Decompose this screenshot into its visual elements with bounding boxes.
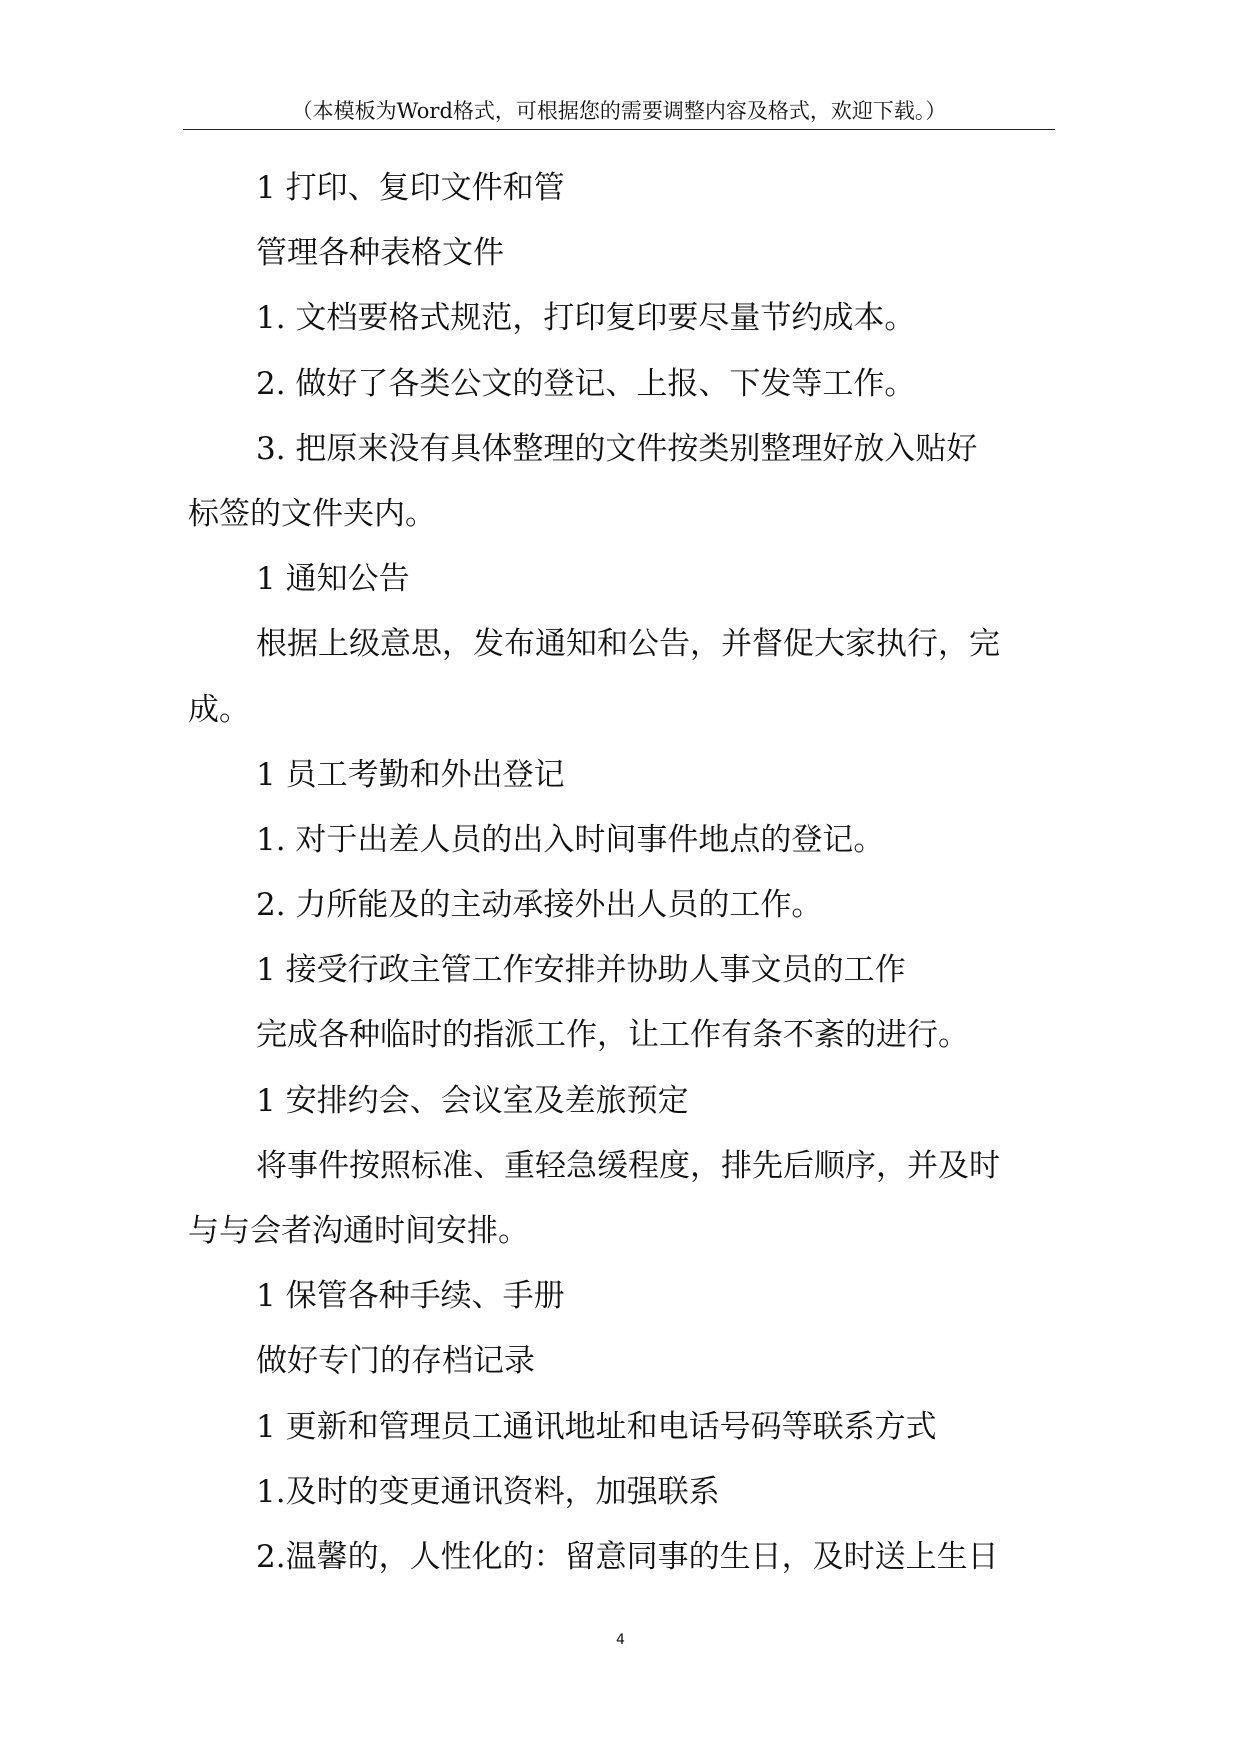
paragraph-line: 将事件按照标准、重轻急缓程度，排先后顺序，并及时 [256, 1147, 1000, 1184]
list-item: 1. 对于出差人员的出入时间事件地点的登记。 [256, 821, 885, 858]
section-heading: 1 更新和管理员工通讯地址和电话号码等联系方式 [256, 1408, 937, 1445]
page-header-note: （本模板为Word格式，可根据您的需要调整内容及格式，欢迎下载。） [291, 99, 947, 123]
list-item: 2.温馨的，人性化的：留意同事的生日，及时送上生日 [256, 1538, 999, 1575]
list-item: 1.及时的变更通讯资料，加强联系 [256, 1473, 720, 1510]
paragraph-continuation: 成。 [188, 691, 250, 728]
list-item: 1. 文档要格式规范，打印复印要尽量节约成本。 [256, 300, 916, 337]
paragraph-continuation: 与与会者沟通时间安排。 [188, 1213, 529, 1249]
document-body [188, 156, 1052, 1590]
paragraph-line: 完成各种临时的指派工作，让工作有条不紊的进行。 [256, 1017, 969, 1054]
paragraph-continuation: 标签的文件夹内。 [188, 495, 436, 532]
list-item: 3. 把原来没有具体整理的文件按类别整理好放入贴好 [256, 430, 978, 467]
page-number: 4 [616, 1632, 625, 1648]
paragraph-line: 管理各种表格文件 [256, 235, 504, 272]
section-heading: 1 员工考勤和外出登记 [256, 756, 565, 793]
header-divider [183, 129, 1055, 130]
section-heading: 1 安排约会、会议室及差旅预定 [256, 1082, 689, 1119]
section-heading: 1 接受行政主管工作安排并协助人事文员的工作 [256, 952, 906, 989]
section-heading: 1 保管各种手续、手册 [256, 1278, 565, 1315]
list-item: 2. 力所能及的主动承接外出人员的工作。 [256, 887, 823, 924]
section-heading: 1 通知公告 [256, 561, 410, 598]
list-item: 2. 做好了各类公文的登记、上报、下发等工作。 [256, 365, 916, 402]
paragraph-line: 根据上级意思，发布通知和公告，并督促大家执行，完 [256, 626, 1000, 663]
paragraph-line: 做好专门的存档记录 [256, 1343, 535, 1380]
section-heading: 1 打印、复印文件和管 [256, 170, 565, 206]
